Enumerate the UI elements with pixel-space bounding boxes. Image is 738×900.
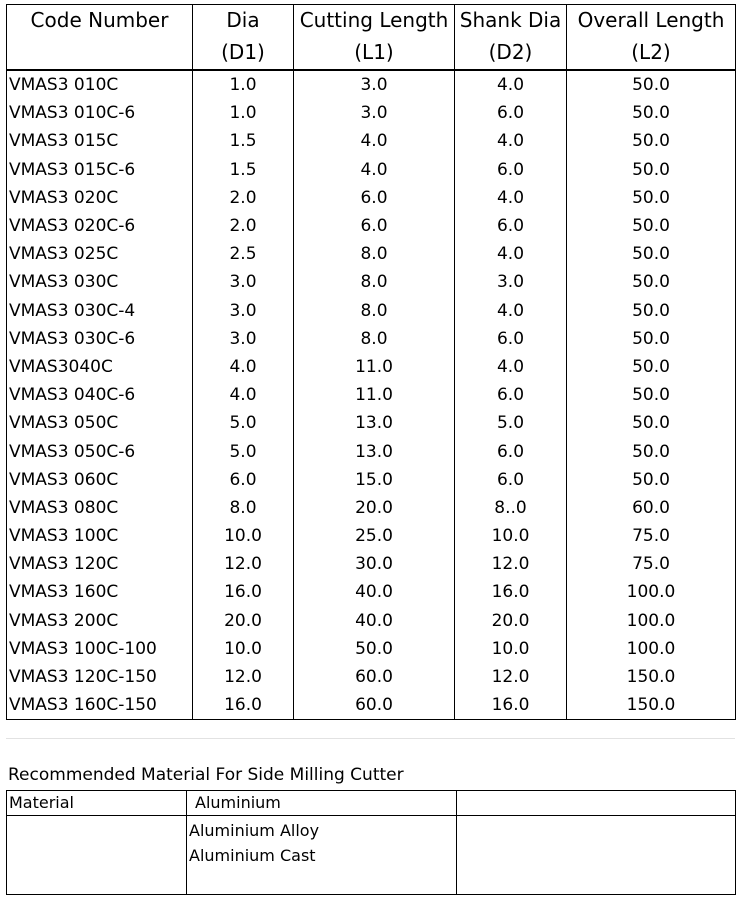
cutting-length-cell: 4.0 bbox=[294, 156, 455, 184]
section-divider bbox=[6, 738, 735, 739]
dia-cell: 4.0 bbox=[193, 381, 294, 409]
shank-dia-cell: 4.0 bbox=[455, 297, 567, 325]
shank-dia-cell: 6.0 bbox=[455, 156, 567, 184]
cutting-length-cell: 11.0 bbox=[294, 381, 455, 409]
header-cutting-length-symbol: (L1) bbox=[294, 36, 455, 70]
table-row bbox=[7, 240, 736, 268]
dia-cell: 3.0 bbox=[193, 268, 294, 296]
code-number-cell: VMAS3 060C bbox=[7, 466, 193, 494]
code-number-cell: VMAS3 010C-6 bbox=[7, 99, 193, 127]
dia-cell: 1.5 bbox=[193, 156, 294, 184]
shank-dia-cell: 3.0 bbox=[455, 268, 567, 296]
cutting-length-cell: 3.0 bbox=[294, 99, 455, 127]
overall-length-cell: 75.0 bbox=[567, 522, 736, 550]
overall-length-cell: 100.0 bbox=[567, 607, 736, 635]
header-shank-dia: Shank Dia bbox=[455, 5, 567, 37]
overall-length-cell: 100.0 bbox=[567, 578, 736, 606]
code-number-cell: VMAS3 120C bbox=[7, 550, 193, 578]
spec-table-body bbox=[7, 70, 736, 720]
cutting-length-cell: 50.0 bbox=[294, 635, 455, 663]
material-empty-cell bbox=[7, 816, 187, 895]
overall-length-cell: 60.0 bbox=[567, 494, 736, 522]
overall-length-cell: 50.0 bbox=[567, 353, 736, 381]
table-row bbox=[7, 437, 736, 465]
table-row bbox=[7, 607, 736, 635]
overall-length-cell: 50.0 bbox=[567, 127, 736, 155]
dia-cell: 12.0 bbox=[193, 663, 294, 691]
material-body-row bbox=[7, 816, 736, 895]
material-item: Aluminium Alloy bbox=[189, 821, 320, 840]
table-row bbox=[7, 99, 736, 127]
overall-length-cell: 50.0 bbox=[567, 466, 736, 494]
code-number-cell: VMAS3 020C-6 bbox=[7, 212, 193, 240]
header-overall-length: Overall Length bbox=[567, 5, 736, 37]
dia-cell: 2.0 bbox=[193, 184, 294, 212]
code-number-cell: VMAS3 080C bbox=[7, 494, 193, 522]
dia-cell: 4.0 bbox=[193, 353, 294, 381]
code-number-cell: VMAS3 030C-6 bbox=[7, 325, 193, 353]
dia-cell: 1.0 bbox=[193, 70, 294, 99]
shank-dia-cell: 6.0 bbox=[455, 437, 567, 465]
shank-dia-cell: 5.0 bbox=[455, 409, 567, 437]
overall-length-cell: 50.0 bbox=[567, 99, 736, 127]
code-number-cell: VMAS3 200C bbox=[7, 607, 193, 635]
shank-dia-cell: 12.0 bbox=[455, 550, 567, 578]
table-row bbox=[7, 494, 736, 522]
table-row bbox=[7, 297, 736, 325]
shank-dia-cell: 6.0 bbox=[455, 381, 567, 409]
header-shank-dia-symbol: (D2) bbox=[455, 36, 567, 70]
cutting-length-cell: 8.0 bbox=[294, 240, 455, 268]
dia-cell: 12.0 bbox=[193, 550, 294, 578]
cutting-length-cell: 15.0 bbox=[294, 466, 455, 494]
cutting-length-cell: 13.0 bbox=[294, 409, 455, 437]
shank-dia-cell: 10.0 bbox=[455, 635, 567, 663]
material-header-row bbox=[7, 791, 736, 816]
dia-cell: 3.0 bbox=[193, 325, 294, 353]
cutting-length-cell: 6.0 bbox=[294, 212, 455, 240]
code-number-cell: VMAS3 030C-4 bbox=[7, 297, 193, 325]
code-number-cell: VMAS3 030C bbox=[7, 268, 193, 296]
code-number-cell: VMAS3 160C bbox=[7, 578, 193, 606]
header-row bbox=[7, 5, 736, 37]
shank-dia-cell: 20.0 bbox=[455, 607, 567, 635]
header-cutting-length: Cutting Length bbox=[294, 5, 455, 37]
overall-length-cell: 150.0 bbox=[567, 691, 736, 720]
cutting-length-cell: 6.0 bbox=[294, 184, 455, 212]
table-row bbox=[7, 635, 736, 663]
cutting-length-cell: 8.0 bbox=[294, 297, 455, 325]
overall-length-cell: 50.0 bbox=[567, 70, 736, 99]
overall-length-cell: 50.0 bbox=[567, 325, 736, 353]
dia-cell: 10.0 bbox=[193, 635, 294, 663]
table-row bbox=[7, 212, 736, 240]
code-number-cell: VMAS3 100C-100 bbox=[7, 635, 193, 663]
table-row bbox=[7, 663, 736, 691]
overall-length-cell: 50.0 bbox=[567, 409, 736, 437]
overall-length-cell: 50.0 bbox=[567, 381, 736, 409]
dia-cell: 16.0 bbox=[193, 578, 294, 606]
table-row bbox=[7, 550, 736, 578]
overall-length-cell: 100.0 bbox=[567, 635, 736, 663]
table-row bbox=[7, 268, 736, 296]
material-header-value-cell: Aluminium bbox=[187, 791, 457, 816]
cutting-length-cell: 11.0 bbox=[294, 353, 455, 381]
material-list-cell bbox=[187, 816, 457, 895]
overall-length-cell: 50.0 bbox=[567, 156, 736, 184]
cutting-length-cell: 8.0 bbox=[294, 268, 455, 296]
table-row bbox=[7, 466, 736, 494]
shank-dia-cell: 12.0 bbox=[455, 663, 567, 691]
cutting-length-cell: 20.0 bbox=[294, 494, 455, 522]
shank-dia-cell: 4.0 bbox=[455, 184, 567, 212]
code-number-cell: VMAS3 050C bbox=[7, 409, 193, 437]
code-number-cell: VMAS3 010C bbox=[7, 70, 193, 99]
shank-dia-cell: 8..0 bbox=[455, 494, 567, 522]
header-dia-symbol: (D1) bbox=[193, 36, 294, 70]
dia-cell: 2.0 bbox=[193, 212, 294, 240]
table-row bbox=[7, 409, 736, 437]
cutting-length-cell: 3.0 bbox=[294, 70, 455, 99]
material-table bbox=[6, 790, 736, 895]
cutting-length-cell: 40.0 bbox=[294, 607, 455, 635]
dia-cell: 8.0 bbox=[193, 494, 294, 522]
cutting-length-cell: 13.0 bbox=[294, 437, 455, 465]
table-row bbox=[7, 381, 736, 409]
cutting-length-cell: 4.0 bbox=[294, 127, 455, 155]
shank-dia-cell: 4.0 bbox=[455, 240, 567, 268]
overall-length-cell: 50.0 bbox=[567, 297, 736, 325]
dia-cell: 10.0 bbox=[193, 522, 294, 550]
code-number-cell: VMAS3 015C-6 bbox=[7, 156, 193, 184]
cutting-length-cell: 8.0 bbox=[294, 325, 455, 353]
cutting-length-cell: 60.0 bbox=[294, 663, 455, 691]
shank-dia-cell: 6.0 bbox=[455, 325, 567, 353]
code-number-cell: VMAS3 015C bbox=[7, 127, 193, 155]
table-row bbox=[7, 522, 736, 550]
tool-specification-table bbox=[6, 4, 736, 720]
dia-cell: 16.0 bbox=[193, 691, 294, 720]
overall-length-cell: 50.0 bbox=[567, 240, 736, 268]
material-empty-cell bbox=[457, 791, 736, 816]
overall-length-cell: 75.0 bbox=[567, 550, 736, 578]
dia-cell: 2.5 bbox=[193, 240, 294, 268]
cutting-length-cell: 30.0 bbox=[294, 550, 455, 578]
code-number-cell: VMAS3 025C bbox=[7, 240, 193, 268]
table-row bbox=[7, 184, 736, 212]
code-number-cell: VMAS3 050C-6 bbox=[7, 437, 193, 465]
overall-length-cell: 50.0 bbox=[567, 268, 736, 296]
dia-cell: 20.0 bbox=[193, 607, 294, 635]
table-row bbox=[7, 353, 736, 381]
table-row bbox=[7, 70, 736, 99]
cutting-length-cell: 40.0 bbox=[294, 578, 455, 606]
shank-dia-cell: 6.0 bbox=[455, 466, 567, 494]
shank-dia-cell: 10.0 bbox=[455, 522, 567, 550]
shank-dia-cell: 4.0 bbox=[455, 127, 567, 155]
table-row bbox=[7, 325, 736, 353]
dia-cell: 5.0 bbox=[193, 437, 294, 465]
code-number-cell: VMAS3 160C-150 bbox=[7, 691, 193, 720]
header-code-number: Code Number bbox=[7, 5, 193, 71]
code-number-cell: VMAS3 120C-150 bbox=[7, 663, 193, 691]
shank-dia-cell: 16.0 bbox=[455, 578, 567, 606]
shank-dia-cell: 6.0 bbox=[455, 99, 567, 127]
dia-cell: 3.0 bbox=[193, 297, 294, 325]
table-row bbox=[7, 691, 736, 720]
dia-cell: 5.0 bbox=[193, 409, 294, 437]
dia-cell: 6.0 bbox=[193, 466, 294, 494]
code-number-cell: VMAS3 040C-6 bbox=[7, 381, 193, 409]
header-overall-length-symbol: (L2) bbox=[567, 36, 736, 70]
cutting-length-cell: 60.0 bbox=[294, 691, 455, 720]
material-section-title: Recommended Material For Side Milling Cutter bbox=[8, 765, 404, 785]
overall-length-cell: 150.0 bbox=[567, 663, 736, 691]
code-number-cell: VMAS3040C bbox=[7, 353, 193, 381]
dia-cell: 1.0 bbox=[193, 99, 294, 127]
shank-dia-cell: 16.0 bbox=[455, 691, 567, 720]
overall-length-cell: 50.0 bbox=[567, 212, 736, 240]
overall-length-cell: 50.0 bbox=[567, 184, 736, 212]
cutting-length-cell: 25.0 bbox=[294, 522, 455, 550]
shank-dia-cell: 4.0 bbox=[455, 353, 567, 381]
shank-dia-cell: 6.0 bbox=[455, 212, 567, 240]
table-row bbox=[7, 127, 736, 155]
overall-length-cell: 50.0 bbox=[567, 437, 736, 465]
header-dia: Dia bbox=[193, 5, 294, 37]
shank-dia-cell: 4.0 bbox=[455, 70, 567, 99]
dia-cell: 1.5 bbox=[193, 127, 294, 155]
code-number-cell: VMAS3 100C bbox=[7, 522, 193, 550]
material-label-cell: Material bbox=[7, 791, 187, 816]
material-item: Aluminium Cast bbox=[189, 846, 316, 865]
code-number-cell: VMAS3 020C bbox=[7, 184, 193, 212]
material-empty-cell bbox=[457, 816, 736, 895]
table-row bbox=[7, 156, 736, 184]
table-row bbox=[7, 578, 736, 606]
